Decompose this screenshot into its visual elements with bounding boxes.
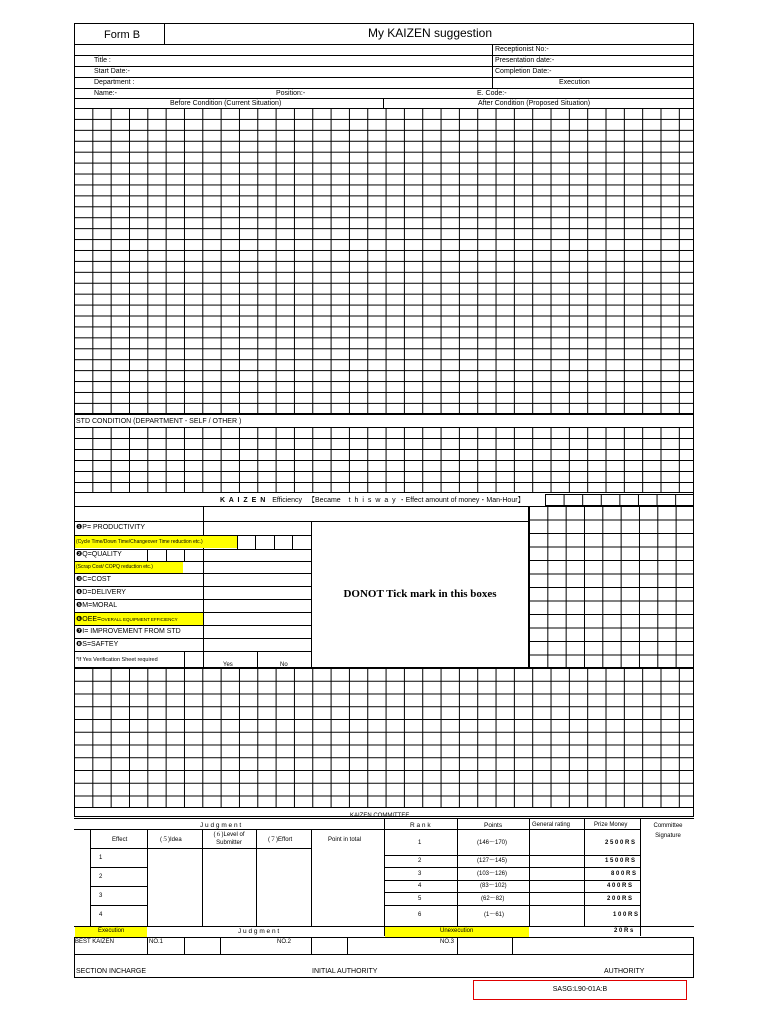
completion-date-label: Completion Date:- <box>495 68 552 75</box>
effect-row-1: 1 <box>99 855 103 861</box>
rank-3: 3 <box>418 871 422 877</box>
divider <box>529 818 530 926</box>
divider <box>164 23 165 44</box>
cat-oee <box>76 615 178 624</box>
divider <box>384 892 640 893</box>
general-rating-label: General rating <box>532 822 571 828</box>
divider <box>74 599 311 600</box>
rank-1: 1 <box>418 840 422 846</box>
initial-authority-label: INITIAL AUTHORITY <box>312 968 378 975</box>
points-6: (1～61) <box>484 912 505 918</box>
page-title: My KAIZEN suggestion <box>367 26 493 40</box>
effort-col-label: (７)Effort <box>268 837 293 843</box>
divider <box>74 66 694 67</box>
divider <box>90 848 311 849</box>
divider <box>311 937 312 954</box>
divider <box>203 506 204 668</box>
effect-word: ・Effect amount of money・Man-Hour】 <box>398 497 525 504</box>
points-4: (83～102) <box>480 883 507 889</box>
divider <box>184 651 185 668</box>
divider <box>384 818 385 936</box>
after-condition-label: After Condition (Proposed Situation) <box>478 100 591 107</box>
divider <box>147 829 148 926</box>
divider <box>384 867 640 868</box>
cat-oee-sub: OVERALL EQUIPMENT EFFICIENCY <box>101 617 178 622</box>
rank-6: 6 <box>418 912 422 918</box>
before-condition-label: Before Condition (Current Situation) <box>170 100 282 107</box>
start-date-label: Start Date:- <box>94 68 130 75</box>
divider <box>237 535 238 549</box>
divider <box>74 521 311 522</box>
cat-productivity: ❶P= PRODUCTIVITY <box>76 524 146 531</box>
points-label: Points <box>484 822 503 829</box>
position-label: Position:- <box>276 90 306 97</box>
divider <box>74 638 311 639</box>
divider <box>184 549 185 561</box>
effect-row-3: 3 <box>99 893 103 899</box>
document-code: SASG:L90-01A:B <box>552 986 608 993</box>
cat-quality: ❷Q=QUALITY <box>76 551 122 558</box>
execution-label: Execution <box>559 79 590 86</box>
efficiency-word: Efficiency <box>272 497 303 504</box>
cat-safety: ❽S=SAFTEY <box>76 641 119 648</box>
divider <box>147 549 148 561</box>
divider <box>74 937 75 978</box>
level-col-label: (６)Level of Submitter <box>213 832 245 846</box>
divider <box>347 937 348 954</box>
committee-signature-label: Committee Signature <box>653 823 683 839</box>
effect-row-2: 2 <box>99 874 103 880</box>
effect-row-4: 4 <box>99 912 103 918</box>
divider <box>90 905 147 906</box>
form-label: Form B <box>104 29 141 41</box>
no3-label: NO.3 <box>440 939 455 945</box>
divider <box>90 829 91 926</box>
name-label: Name:- <box>94 90 117 97</box>
divider <box>512 937 513 954</box>
divider <box>74 829 640 830</box>
rank-5: 5 <box>418 896 422 902</box>
point-total-col-label: Point in total <box>328 837 362 843</box>
divider <box>202 829 203 926</box>
idea-col-label: (５)Idea <box>160 837 182 843</box>
rank-2: 2 <box>418 858 422 864</box>
divider <box>90 886 147 887</box>
effect-col-label: Effect <box>112 837 128 843</box>
authority-label: AUTHORITY <box>604 968 645 975</box>
std-condition-label: STD CONDITION (DEPARTMENT - SELF / OTHER ) <box>76 418 242 425</box>
prize-5: 2 0 0 R S <box>607 896 633 902</box>
rank-4: 4 <box>418 883 422 889</box>
cat-moral: ❺M=MORAL <box>76 602 118 609</box>
divider <box>74 573 311 574</box>
became-word: 【Became <box>308 497 341 504</box>
points-3: (103～126) <box>477 871 508 877</box>
divider <box>255 535 256 549</box>
execution-row-label: Execution <box>98 928 125 934</box>
no2-label: NO.2 <box>277 939 292 945</box>
cat-productivity-note: (Cycle Time/Down Time/Changeover Time reduction etc.) <box>76 539 203 545</box>
divider <box>384 880 640 881</box>
kaizen-efficiency-title <box>220 496 525 505</box>
prize-money-label: Prize Money <box>594 822 628 828</box>
points-1: (146～170) <box>477 840 508 846</box>
divider <box>74 88 694 89</box>
prize-last: 2 0 R s <box>614 928 634 934</box>
divider <box>74 55 694 56</box>
prize-4: 4 0 0 R S <box>607 883 633 889</box>
divider <box>74 926 694 927</box>
kaizen-word: K A I Z E N <box>220 497 267 504</box>
committee-title: KAIZEN COMMITTEE <box>350 813 410 819</box>
divider <box>383 98 384 108</box>
department-label: Department : <box>94 79 135 86</box>
cat-cost: ❸C=COST <box>76 576 111 583</box>
unexecution-label: Unexecution <box>440 928 474 934</box>
divider <box>166 549 167 561</box>
presentation-date-label: Presentation date:- <box>495 57 555 64</box>
divider <box>74 77 694 78</box>
divider <box>584 818 585 926</box>
cat-oee-label: ❻OEE= <box>76 616 102 623</box>
divider <box>256 829 257 926</box>
category-right-grid <box>529 506 694 668</box>
receptionist-no-label: Receptionist No:- <box>495 46 549 53</box>
sketch-grid <box>74 108 694 414</box>
prize-1: 2 5 0 0 R S <box>605 840 636 846</box>
judgment-label: J u d g m e n t <box>200 822 242 829</box>
divider <box>220 937 221 954</box>
divider <box>292 535 293 549</box>
yes-label: Yes <box>223 662 233 668</box>
divider <box>74 98 694 99</box>
std-condition-grid <box>74 427 694 493</box>
divider <box>457 818 458 926</box>
divider <box>74 651 311 652</box>
judgment-row-label: J u d g m e n t <box>238 928 280 935</box>
divider <box>90 867 147 868</box>
no1-label: NO.1 <box>149 939 164 945</box>
divider <box>74 977 694 978</box>
lower-grid <box>74 668 694 808</box>
divider <box>74 954 694 955</box>
divider <box>147 937 148 954</box>
points-5: (62～82) <box>481 896 505 902</box>
divider <box>457 937 458 954</box>
points-2: (127～145) <box>477 858 508 864</box>
divider <box>74 937 694 938</box>
verification-note: *If Yes Verification Sheet required <box>76 657 158 663</box>
prize-3: 8 0 0 R S <box>611 871 637 877</box>
divider <box>640 818 641 936</box>
best-kaizen-label: BEST KAIZEN <box>75 939 114 945</box>
divider <box>74 586 311 587</box>
divider <box>257 651 258 668</box>
this-way-word: t h i s w a y <box>348 497 397 504</box>
title-label: Title : <box>94 57 111 64</box>
divider <box>74 625 311 626</box>
no-label: No <box>280 662 288 668</box>
divider <box>74 44 694 45</box>
prize-2: 1 5 0 0 R S <box>605 858 636 864</box>
cat-quality-note: (Scrap Cost/ COPQ reduction etc.) <box>76 564 153 570</box>
notice-text: DONOT Tick mark in this boxes <box>343 588 497 600</box>
cat-improvement: ❼I= IMPROVEMENT FROM STD <box>76 628 181 635</box>
e-code-label: E. Code:- <box>477 90 507 97</box>
divider <box>311 829 312 926</box>
divider <box>384 905 640 906</box>
divider <box>693 937 694 978</box>
cat-delivery: ❹D=DELIVERY <box>76 589 126 596</box>
divider <box>274 535 275 549</box>
divider <box>492 44 493 88</box>
divider <box>184 937 185 954</box>
rank-label: R a n k <box>410 822 431 829</box>
divider <box>384 855 640 856</box>
prize-6: 1 0 0 R S <box>613 912 639 918</box>
efficiency-right-grid <box>545 494 694 506</box>
section-incharge-label: SECTION INCHARGE <box>76 968 147 975</box>
